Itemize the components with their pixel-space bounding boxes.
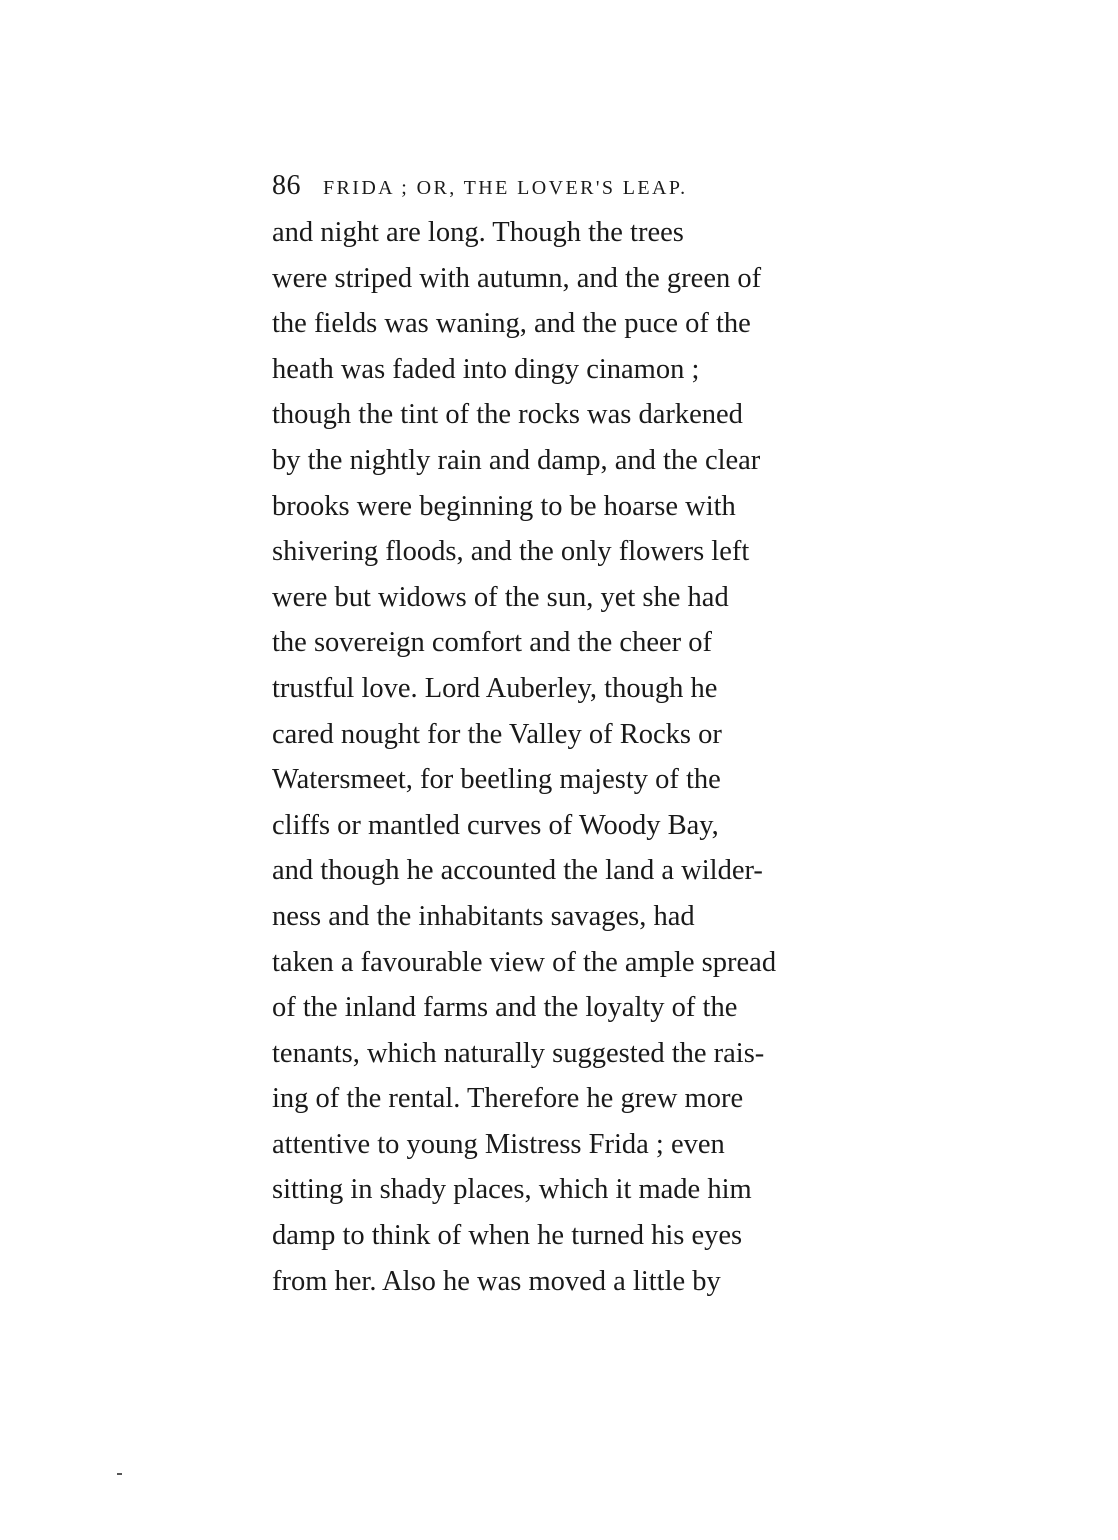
text-line: taken a favourable view of the ample spread xyxy=(272,946,777,978)
text-line: sitting in shady places, which it made him xyxy=(272,1174,752,1206)
text-line: brooks were beginning to be hoarse with xyxy=(272,490,736,522)
scan-speck xyxy=(117,1473,122,1475)
text-line: the sovereign comfort and the cheer of xyxy=(272,627,712,659)
text-line: heath was faded into dingy cinamon ; xyxy=(272,353,700,385)
text-line: and though he accounted the land a wilder- xyxy=(272,855,763,887)
text-line: from her. Also he was moved a little by xyxy=(272,1265,721,1297)
text-line: ness and the inhabitants savages, had xyxy=(272,900,695,932)
running-head xyxy=(272,170,922,210)
body-text xyxy=(272,210,916,1304)
text-line: cared nought for the Valley of Rocks or xyxy=(272,718,722,750)
text-line: of the inland farms and the loyalty of the xyxy=(272,992,738,1024)
text-line: cliffs or mantled curves of Woody Bay, xyxy=(272,809,719,841)
text-line: the fields was waning, and the puce of the xyxy=(272,308,751,340)
text-line: shivering floods, and the only flowers left xyxy=(272,536,750,568)
text-line: tenants, which naturally suggested the rais- xyxy=(272,1037,765,1069)
text-line: were striped with autumn, and the green of xyxy=(272,262,762,294)
text-line: though the tint of the rocks was darkened xyxy=(272,399,743,431)
text-line: damp to think of when he turned his eyes xyxy=(272,1220,743,1252)
text-line: ing of the rental. Therefore he grew more xyxy=(272,1083,744,1115)
page-number: 86 xyxy=(272,170,301,201)
text-line: were but widows of the sun, yet she had xyxy=(272,581,729,613)
text-line: Watersmeet, for beetling majesty of the xyxy=(272,764,721,796)
text-line: attentive to young Mistress Frida ; even xyxy=(272,1128,725,1160)
text-line: by the nightly rain and damp, and the clear xyxy=(272,444,761,476)
text-line: trustful love. Lord Auberley, though he xyxy=(272,672,718,704)
text-line: and night are long. Though the trees xyxy=(272,217,684,248)
running-title: FRIDA ; OR, THE LOVER'S LEAP. xyxy=(323,177,688,199)
